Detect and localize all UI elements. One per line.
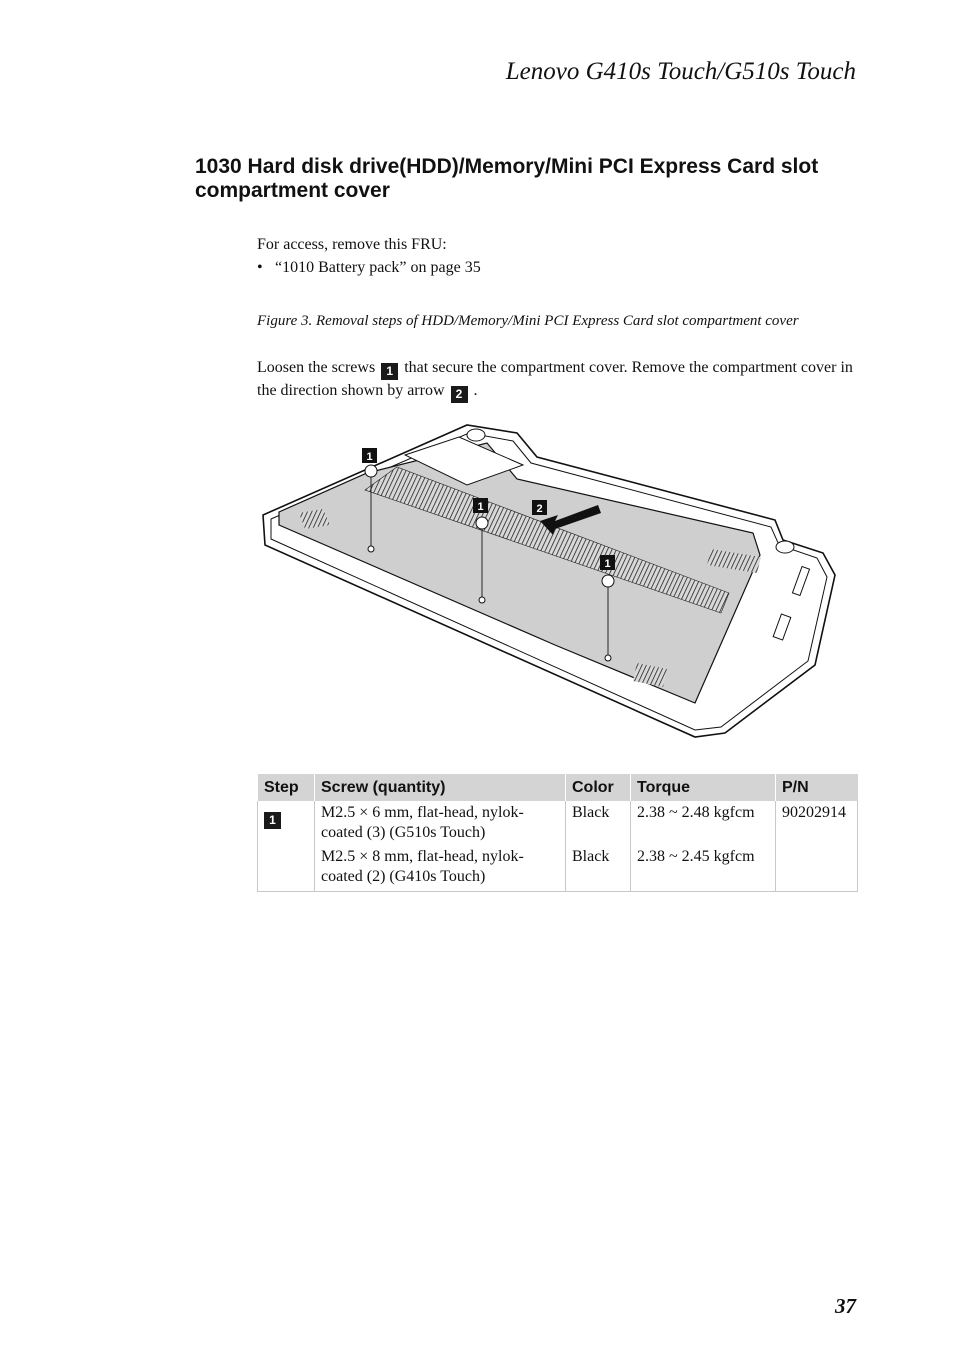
rubber-foot bbox=[467, 429, 485, 441]
screw-head bbox=[365, 465, 377, 477]
torque-cell: 2.38 ~ 2.48 kgfcm bbox=[631, 801, 776, 845]
bullet-dot: • bbox=[257, 259, 263, 276]
header-torque: Torque bbox=[631, 774, 776, 801]
rubber-foot bbox=[776, 541, 794, 553]
svg-text:1: 1 bbox=[477, 501, 484, 513]
svg-text:2: 2 bbox=[536, 503, 543, 515]
table-row bbox=[258, 801, 858, 845]
header-screw: Screw (quantity) bbox=[315, 774, 566, 801]
step-badge: 1 bbox=[264, 812, 281, 829]
header-color: Color bbox=[566, 774, 631, 801]
section-title: 1030 Hard disk drive(HDD)/Memory/Mini PCI Express Card slot compartment cover bbox=[195, 155, 819, 202]
svg-text:1: 1 bbox=[366, 451, 373, 463]
color-cell: Black bbox=[566, 845, 631, 892]
callout-badge-1 bbox=[362, 448, 377, 463]
step-cell bbox=[258, 801, 315, 892]
instruction-paragraph bbox=[257, 357, 857, 403]
instruction-part2: that secure the compartment cover. Remove the compartment cover in the direction shown by arrow bbox=[257, 359, 853, 399]
screw-cell: M2.5 × 6 mm, flat-head, nylok-coated (3) (G510s Touch) bbox=[315, 801, 566, 845]
table-header-row bbox=[258, 774, 858, 801]
callout-badge-1 bbox=[600, 555, 615, 570]
access-bullet bbox=[257, 257, 481, 279]
screw-head bbox=[602, 575, 614, 587]
callout-badge-1 bbox=[473, 498, 488, 513]
svg-text:1: 1 bbox=[604, 558, 611, 570]
screw-hole bbox=[368, 546, 374, 552]
figure-caption: Figure 3. Removal steps of HDD/Memory/Mini PCI Express Card slot compartment cover bbox=[257, 313, 799, 329]
step-badge-1: 1 bbox=[381, 363, 398, 380]
screw-spec-table bbox=[257, 774, 858, 892]
torque-cell: 2.38 ~ 2.45 kgfcm bbox=[631, 845, 776, 892]
header-pn: P/N bbox=[776, 774, 858, 801]
color-cell: Black bbox=[566, 801, 631, 845]
access-bullet-text: “1010 Battery pack” on page 35 bbox=[275, 259, 481, 276]
instruction-part3: . bbox=[473, 382, 478, 399]
screw-head bbox=[476, 517, 488, 529]
screw-hole bbox=[479, 597, 485, 603]
access-intro: For access, remove this FRU: bbox=[257, 236, 447, 253]
step-badge-2: 2 bbox=[451, 386, 468, 403]
pn-cell: 90202914 bbox=[776, 801, 858, 845]
instruction-part1: Loosen the screws bbox=[257, 359, 376, 376]
page-number: 37 bbox=[835, 1294, 856, 1318]
laptop-bottom-illustration bbox=[255, 415, 855, 745]
callout-badge-2 bbox=[532, 500, 547, 515]
running-header: Lenovo G410s Touch/G510s Touch bbox=[505, 58, 856, 85]
header-step: Step bbox=[258, 774, 315, 801]
screw-cell: M2.5 × 8 mm, flat-head, nylok-coated (2) (G410s Touch) bbox=[315, 845, 566, 892]
screw-hole bbox=[605, 655, 611, 661]
table-row bbox=[258, 845, 858, 892]
pn-cell bbox=[776, 845, 858, 892]
